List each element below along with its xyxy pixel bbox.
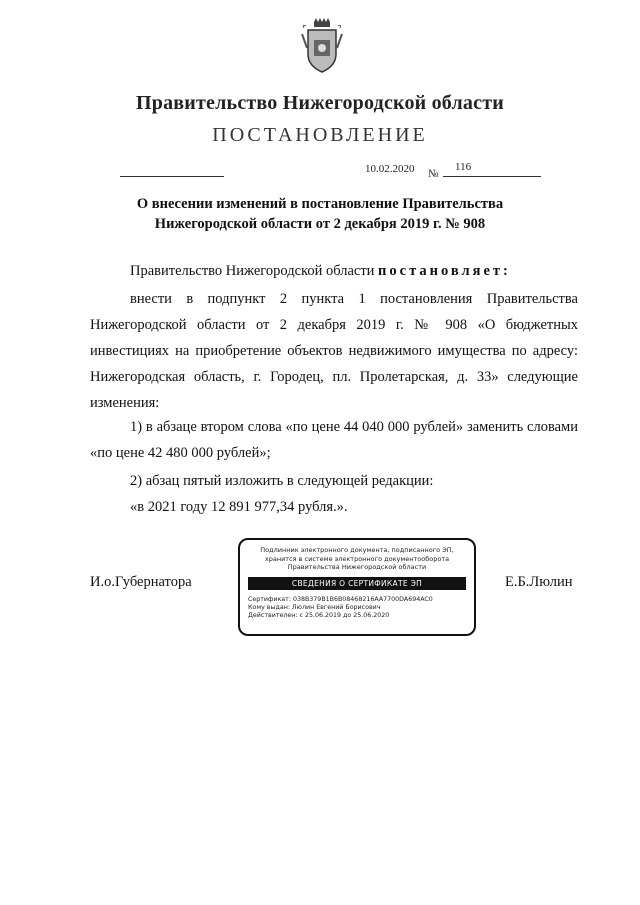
number-line: [443, 176, 541, 177]
date-blank-line-left: [120, 176, 224, 177]
stamp-issued-to: Кому выдан: Люлин Евгений Борисович: [248, 603, 381, 611]
number-sign: №: [428, 168, 439, 180]
signatory-name: Е.Б.Люлин: [505, 574, 573, 590]
electronic-signature-stamp: [238, 538, 476, 636]
document-date: 10.02.2020: [365, 163, 415, 175]
paragraph-item-1: 1) в абзаце втором слова «по цене 44 040 000 рублей» заменить словами «по цене 42 480 000 рублей»;: [90, 419, 578, 461]
signatory-position: И.о.Губернатора: [90, 574, 192, 590]
organization-name: Правительство Нижегородской области: [136, 92, 504, 114]
stamp-certificate-info: [248, 596, 474, 620]
stamp-certificate-title: СВЕДЕНИЯ О СЕРТИФИКАТЕ ЭП: [248, 577, 466, 590]
stamp-validity: Действителен: с 25.06.2019 до 25.06.2020: [248, 611, 390, 619]
paragraph-item-2: 2) абзац пятый изложить в следующей редакции:: [130, 473, 434, 489]
stamp-header-line-2: хранится в системе электронного документооборота: [264, 554, 450, 563]
document-subject: [120, 194, 520, 234]
stamp-certificate-id: Сертификат: 038B379B1B6B08468216AA7700DA694AC0: [248, 595, 433, 603]
subject-line-2: Нижегородской области от 2 декабря 2019 г. № 908: [154, 216, 486, 232]
stamp-header: [240, 546, 474, 572]
document-type: ПОСТАНОВЛЕНИЕ: [212, 124, 428, 146]
paragraph-decree: [90, 258, 578, 284]
paragraph-new-text: «в 2021 году 12 891 977,34 рубля.».: [130, 499, 348, 515]
subject-line-1: О внесении изменений в постановление Правительства: [136, 196, 504, 212]
document-number: 116: [455, 161, 472, 173]
coat-of-arms-icon: [300, 18, 344, 74]
stamp-header-line-1: Подлинник электронного документа, подписанного ЭП,: [260, 546, 454, 554]
paragraph-amendment: внести в подпункт 2 пункта 1 постановления Правительства Нижегородской области от 2 декабря 2019 г. № 908 «О бюджетных инвестициях на приобретение объектов недвижимого имущества по адресу: Нижегородская область, г. Городец, пл. Пролетарская, д. 33» следующие изменения:: [90, 291, 578, 411]
decree-keyword: постановляет:: [378, 263, 511, 279]
stamp-header-line-3: Правительства Нижегородской области: [287, 563, 427, 571]
paragraph-decree-text: Правительство Нижегородской области: [130, 263, 375, 279]
